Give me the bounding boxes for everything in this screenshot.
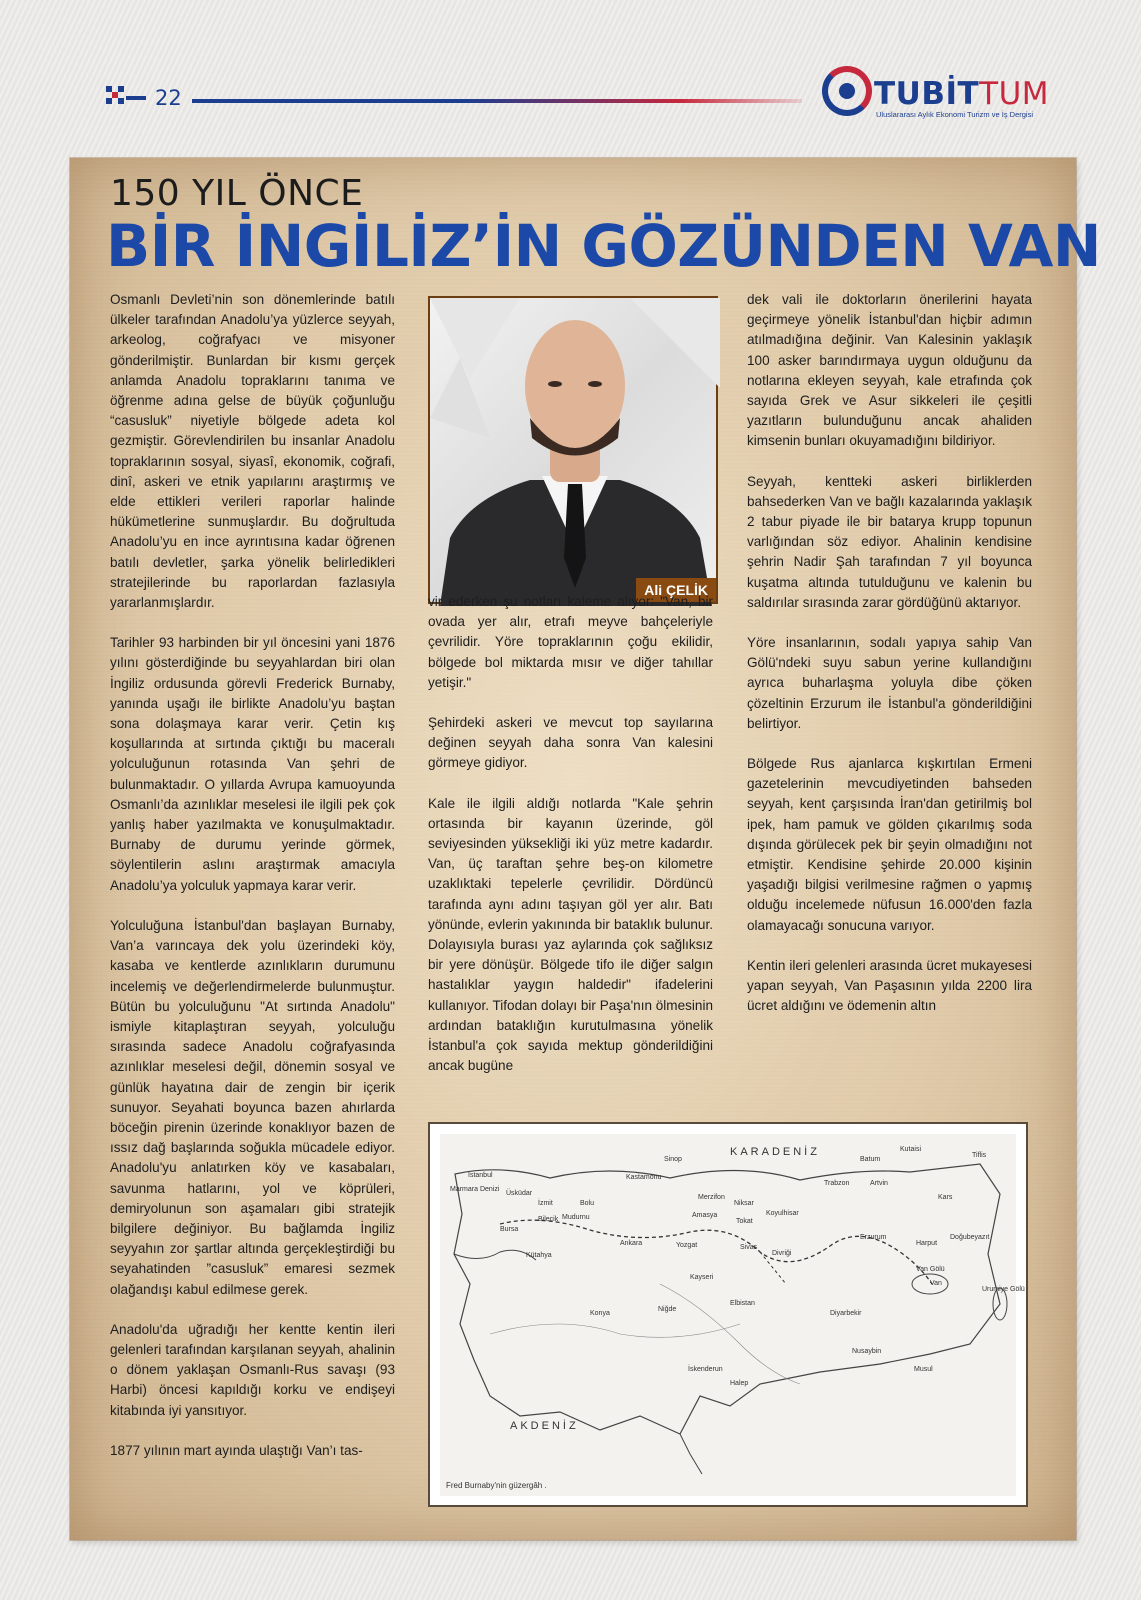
- map-place-label: Niksar: [734, 1200, 754, 1207]
- author-photo: [428, 296, 718, 604]
- map-place-label: Niğde: [658, 1306, 677, 1313]
- map-place-label: Artvin: [870, 1180, 888, 1187]
- paragraph: Yöre insanlarının, sodalı yapıya sahip Van Gölü'ndeki suyu sabun yerine kullandığını ayrıca buharlaşma yoluyla dibe çöken çözeltinin Erzurum ile İstanbul'a gönderildiğini belirtiyor.: [747, 635, 1032, 731]
- map-place-label: Tokat: [736, 1218, 753, 1225]
- header-rule: [192, 99, 802, 103]
- map-place-label: Tiflis: [972, 1152, 987, 1159]
- article-headline: BİR İNGİLİZ’İN GÖZÜNDEN VAN: [106, 212, 1101, 280]
- map-caption: Fred Burnaby'nin güzergâh .: [446, 1481, 547, 1490]
- map-place-label: İzmit: [538, 1200, 553, 1207]
- map-place-label: Nusaybin: [852, 1348, 882, 1355]
- paragraph: Şehirdeki askeri ve mevcut top sayılarına değinen seyyah daha sonra Van kalesini görmeye gidiyor.: [428, 715, 713, 771]
- map-place-label: Diyarbekir: [830, 1310, 862, 1317]
- map-place-label: Merzifon: [698, 1194, 725, 1201]
- paragraph: vir ederken şu notları kaleme alıyor: "Van, bir ovada yer alır, etrafı meyve bahçeleriyle çevrilidir. Yöre topraklarının çoğu ekilidir, bölgede bol miktarda mısır ve diğer tahıllar yetişir.": [428, 594, 713, 690]
- map-place-label: Trabzon: [824, 1180, 850, 1187]
- article-kicker: 150 YIL ÖNCE: [110, 173, 364, 214]
- map-place-label: Sivas: [740, 1244, 758, 1251]
- brand-emblem-icon: [822, 66, 872, 116]
- paragraph: Yolculuğuna İstanbul'dan başlayan Burnaby, Van’a varıncaya dek yolu üzerindeki köy, kasaba ve kentlerde azınlıkların durumunu incelemiş ve değerlendirmelerde bulunmuştur. Bütün bu yolculuğunu "At sırtında Anadolu" ismiyle kitaplaştıran seyyah, yolculuğu sırasında sadece Anadolu coğrafyasında azınlıklar meselesi değil, dönemin sosyal ve günlük hayatına dair de zengin bir içerik sunuyor. Seyahati boyunca bazen ahırlarda böceğin pirenin üzerinde konaklıyor bazen de ıssız dağ başlarında soğukla mücadele ediyor. Anadolu'yu anlatırken köy ve kasabaları, savunma hatlarını, yol ve köprüleri, demiryolunun son aşamaları gibi stratejik bilgilere değiniyor. Bu bağlamda İngiliz seyyahın zor şartlar altında gerçekleştirdiği bu seyahatinden ”casusluk” emaresi sezmek olağandışı kabul edilmese gerek.: [110, 917, 395, 1297]
- map-place-label: İskenderun: [688, 1366, 723, 1373]
- map-place-label: Musul: [914, 1366, 933, 1373]
- page-number: 22: [155, 86, 182, 110]
- map-place-label: Kayseri: [690, 1274, 714, 1281]
- map-place-label: Doğubeyazıt: [950, 1234, 990, 1241]
- article-column-3: [747, 290, 1032, 1037]
- map-place-label: Amasya: [692, 1212, 718, 1219]
- map-place-label: Van Gölü: [916, 1266, 945, 1273]
- paragraph: Osmanlı Devleti’nin son dönemlerinde batılı ülkeler tarafından Anadolu’ya yüzlerce seyyah, arkeolog, coğrafyacı ve misyoner gönderilmiştir. Bunlardan bir kısmı gerçek anlamda Anadolu topraklarını tanıma ve öğrenme adına gelse de büyük çoğunluğu “casusluk” niyetiyle bölgede adeta kol gezmiştir. Görevlendirilen bu insanlar Anadolu topraklarının sosyal, siyasî, ekonomik, coğrafi, dinî, askeri ve etnik yapılarını araştırmış ve elde ettikleri verileri raporlar halinde hükümetlerine sunmuşlardır. Bu doğrultuda Anadolu’yu en ince ayrıntısına kadar öğrenen batılı devletler, şarka yönelik belirledikleri stratejilerinde bu raporlardan fazlasıyla yararlanmışlardır.: [110, 292, 395, 611]
- map-place-label: Sinop: [664, 1156, 682, 1163]
- map-place-label: Harput: [916, 1240, 938, 1247]
- article-column-1: [110, 290, 395, 1481]
- map-place-label: Bolu: [580, 1200, 595, 1207]
- map-place-label: Konya: [590, 1310, 610, 1317]
- map-place-label: Ankara: [620, 1240, 643, 1247]
- brand-subtitle: Uluslararası Aylık Ekonomi Turizm ve İş Dergisi: [876, 110, 1033, 119]
- author-portrait-icon: [430, 298, 720, 606]
- map-place-label: Batum: [860, 1156, 881, 1163]
- route-map: [428, 1122, 1028, 1507]
- map-place-label: Marmara Denizi: [450, 1186, 500, 1193]
- map-place-label: Kastamonu: [626, 1174, 662, 1181]
- map-place-label: Urumiye Gölü: [982, 1286, 1025, 1293]
- checker-logo-icon: [106, 86, 148, 106]
- paragraph: Kale ile ilgili aldığı notlarda "Kale şehrin ortasında bir kayanın üzerinde, göl seviyesinden yüksekliği iki yüz metre kadardır. Van, üç taraftan şehre beş-on kilometre uzaklıktaki tepelerle çevrilidir. Dördüncü tarafında aynı adını taşıyan göl yer alır. Batı yönünde, evlerin yakınında bir bataklık bulunur. Dolayısıyla burası yaz aylarında çok sağlıksız bir yere dönüşür. Bölgede tifo ile diğer salgın hastalıklar yaygın haldedir" ifadelerini kullanıyor. Tifodan dolayı bir Paşa'nın ölmesinin ardından bataklığın kurutulmasına yönelik İstanbul'a çok sayıda mektup gönderildiğini ancak bugüne: [428, 795, 713, 1074]
- paragraph: Anadolu'da uğradığı her kentte kentin ileri gelenleri tarafından karşılanan seyyah, ahalinin o dönem yaklaşan Osmanlı-Rus savaşı (93 Harbi) öncesi kapıldığı korku ve endişeyi kitabında iyi yansıtıyor.: [110, 1321, 395, 1418]
- anatolia-outline-icon: [440, 1134, 1016, 1496]
- paragraph: 1877 yılının mart ayında ulaştığı Van’ı tas-: [110, 1442, 363, 1458]
- map-place-label: Divriği: [772, 1250, 792, 1257]
- map-place-label: Halep: [730, 1380, 749, 1387]
- brand-logo[interactable]: [822, 66, 1050, 126]
- map-place-label: Elbistan: [730, 1300, 755, 1307]
- map-place-label: Bursa: [500, 1226, 519, 1233]
- article-column-2: [428, 592, 713, 1096]
- map-place-label: Koyulhisar: [766, 1210, 799, 1217]
- map-place-label: Kars: [938, 1194, 953, 1201]
- route-map-canvas: [440, 1134, 1025, 1496]
- map-sea-label: KARADENİZ: [730, 1146, 820, 1158]
- map-place-label: Erzurum: [860, 1234, 887, 1241]
- paragraph: Tarihler 93 harbinden bir yıl öncesini yani 1876 yılını gösterdiğinde bu seyyahlardan biri olan İngiliz ordusunda görevli Frederick Burnaby, yanında uşağı ile birlikte Anadolu’yu baştan sona dolaşmaya karar verir. Çetin kış koşullarında at sırtında çıktığı bu maceralı yolculuğunun rotasında Van şehri de bulunmaktadır. O yıllarda Avrupa kamuoyunda Osmanlı’da azınlıklar meselesi ile ilgili pek çok yanlış haber yazılmakta ve konuşulmaktadır. Burnaby de durumu yerinde görmek, söylentilerin aslını araştırmak amacıyla Anadolu’ya yolculuk yapmaya karar verir.: [110, 635, 395, 893]
- map-place-label: Mudurnu: [562, 1214, 590, 1221]
- brand-name: TUBİTTUM: [874, 76, 1050, 112]
- map-place-label: Van: [930, 1280, 942, 1287]
- map-place-label: Üsküdar: [506, 1190, 533, 1197]
- paragraph: Bölgede Rus ajanlarca kışkırtılan Ermeni gazetelerinin mevcudiyetinden bahseden seyyah, kent çarşısında İran'dan getirilmiş bol ipek, ham pamuk ve gölden çıkarılmış soda dışında görülecek pek bir şeyin olmadığını not etmiştir. Kendisine şehirde 20.000 kişinin yaşadığı bilgisi verilmesine rağmen o yapmış olduğu incelemede nüfusun 16.000'den fazla olamayacağı sonucuna varıyor.: [747, 756, 1032, 933]
- author-caption: Ali ÇELİK: [636, 578, 716, 602]
- paragraph: dek vali ile doktorların önerilerini hayata geçirmeye yönelik İstanbul'dan hiçbir adımın atılmadığına değinir. Van Kalesinin yaklaşık 100 asker barındırmaya uygun olduğunu da notlarına ekleyen seyyah, kale etrafında çok sayıda Grek ve Asur sikkeleri ile çeşitli yazıtların bulunduğunu ancak ahaliden kimsenin bunları okuyamadığını bildiriyor.: [747, 292, 1032, 449]
- map-sea-label: AKDENİZ: [510, 1420, 579, 1432]
- map-place-label: Istanbul: [468, 1172, 493, 1179]
- map-place-label: Kütahya: [526, 1252, 552, 1259]
- map-place-label: Bilecik: [538, 1216, 559, 1223]
- map-place-label: Yozgat: [676, 1242, 698, 1249]
- paragraph: Seyyah, kentteki askeri birliklerden bahsederken Van ve bağlı kazalarında yaklaşık 2 tabur piyade ile bir batarya krupp topunun varlığından söz ediyor. Ahalinin kendisine şehrin Nadir Şah tarafından 7 yıl boyunca kuşatma altında tutulduğunu ve kalenin bu saldırılar sırasında zarar gördüğünü aktarıyor.: [747, 473, 1032, 610]
- paragraph: Kentin ileri gelenleri arasında ücret mukayesesi yapan seyyah, Van Paşasının yılda 2200 lira ücret aldığını ve ödemenin altın: [747, 957, 1032, 1014]
- map-place-label: Kutaisi: [900, 1146, 922, 1153]
